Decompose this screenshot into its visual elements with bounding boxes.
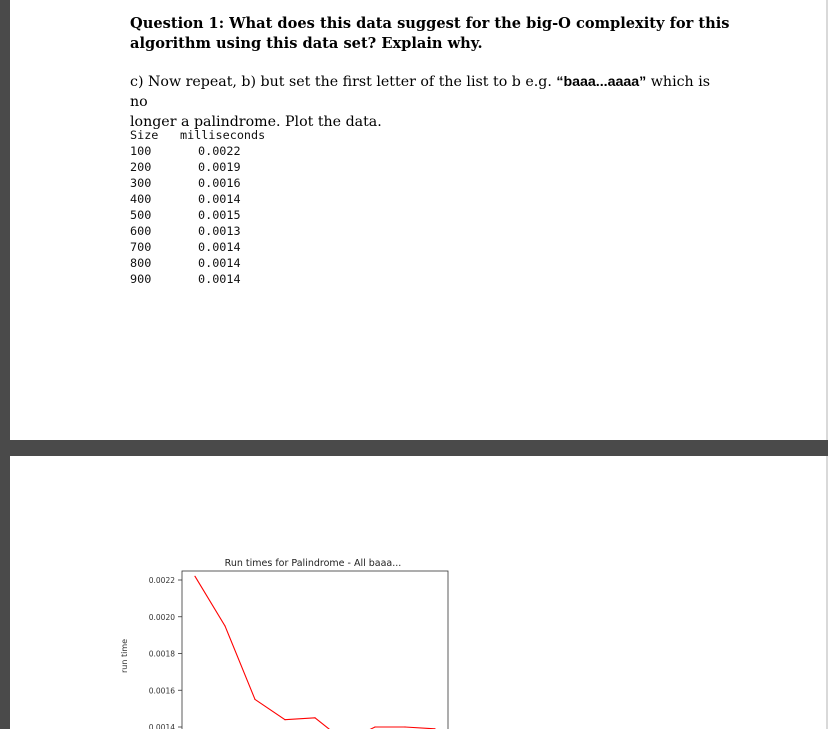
table-header	[130, 128, 265, 142]
cell-size: 800	[130, 256, 152, 270]
data-point	[284, 719, 285, 720]
data-point	[314, 717, 315, 718]
table-row	[130, 208, 241, 222]
cell-size: 400	[130, 192, 152, 206]
part-c-text-line-2: longer a palindrome. Plot the data.	[130, 114, 382, 130]
table-row	[130, 192, 241, 206]
chart-title: Run times for Palindrome - All baaa...	[224, 558, 402, 569]
table-row	[130, 272, 241, 286]
cell-size: 900	[130, 272, 152, 286]
y-axis-label: run time	[120, 638, 129, 674]
header-size: Size	[130, 128, 159, 142]
data-point	[194, 576, 195, 577]
cell-ms: 0.0015	[198, 208, 241, 222]
question-heading	[130, 14, 730, 54]
table-row	[130, 240, 241, 254]
cell-size: 700	[130, 240, 152, 254]
document-page-2	[10, 456, 828, 729]
cell-size: 100	[130, 144, 152, 158]
cell-ms: 0.0014	[198, 192, 241, 206]
part-c-paragraph	[130, 72, 730, 132]
part-c-text-a: c) Now repeat, b) but set the first letter of the list to b e.g.	[130, 74, 557, 90]
y-axis-ticks	[149, 576, 182, 729]
data-point	[374, 726, 375, 727]
cell-ms: 0.0014	[198, 240, 241, 254]
data-point	[404, 726, 405, 727]
cell-ms: 0.0016	[198, 176, 241, 190]
y-tick-label: 0.0014	[148, 723, 175, 729]
document-page-1	[10, 0, 828, 440]
cell-size: 500	[130, 208, 152, 222]
cell-ms: 0.0014	[198, 272, 241, 286]
cell-size: 200	[130, 160, 152, 174]
question-line-1: Question 1: What does this data suggest for the big-O complexity for this	[130, 15, 730, 32]
y-tick-label: 0.0018	[148, 649, 175, 659]
data-points	[194, 576, 435, 729]
table-row	[130, 176, 241, 190]
series-line-runtime	[195, 576, 435, 729]
cell-ms: 0.0014	[198, 256, 241, 270]
data-point	[224, 625, 225, 626]
table-row	[130, 224, 241, 238]
cell-ms: 0.0022	[198, 144, 241, 158]
plot-frame	[182, 571, 448, 729]
cell-size: 300	[130, 176, 152, 190]
runtime-line-chart	[10, 456, 828, 729]
y-tick-label: 0.0020	[148, 612, 175, 622]
y-tick-label: 0.0016	[148, 686, 175, 696]
question-line-2: algorithm using this data set? Explain why.	[130, 35, 483, 52]
cell-ms: 0.0019	[198, 160, 241, 174]
part-c-example-string: “baaa...aaaa”	[556, 74, 647, 90]
table-row	[130, 144, 241, 158]
header-milliseconds: milliseconds	[180, 128, 266, 142]
data-point	[254, 699, 255, 700]
table-row	[130, 160, 241, 174]
cell-size: 600	[130, 224, 152, 238]
cell-ms: 0.0013	[198, 224, 241, 238]
part-c-text-c: which is no	[130, 74, 711, 110]
y-tick-label: 0.0022	[148, 576, 175, 585]
table-row	[130, 256, 241, 270]
